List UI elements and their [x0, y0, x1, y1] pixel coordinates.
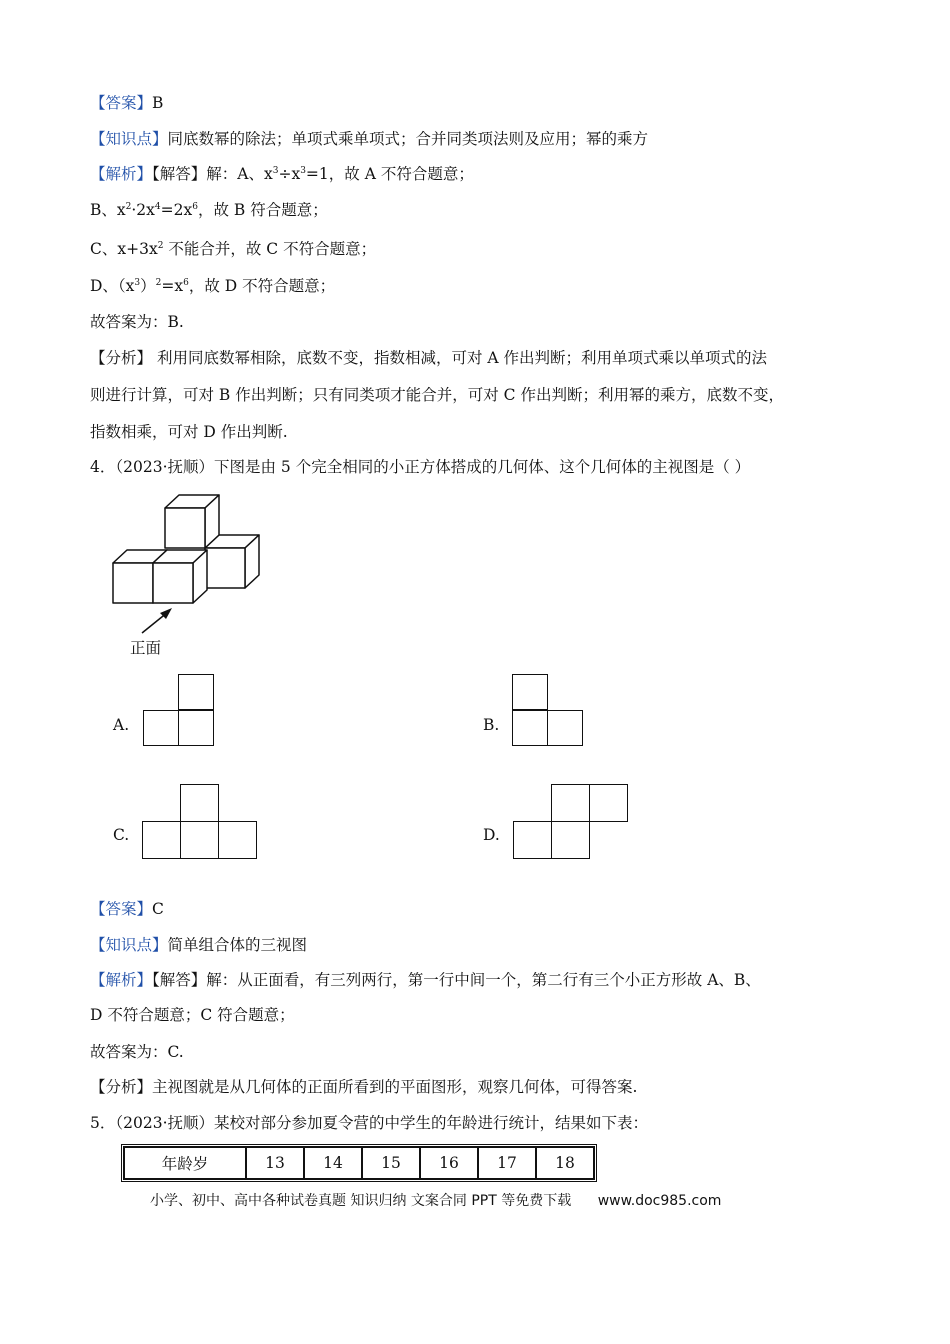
q4-solution-line-2: D 不符合题意；C 符合题意；	[90, 1006, 295, 1024]
q5-question: 5．（2023·抚顺）某校对部分参加夏令营的中学生的年龄进行统计，结果如下表：	[90, 1114, 649, 1132]
q3-solution-line-c: C、$x+3x^2$ 不能合并，故 C 不符合题意；	[90, 240, 377, 258]
age-cell: 18	[536, 1147, 594, 1179]
q3-fenxi-line-1: 【分析】 利用同底数幂相除，底数不变，指数相减，可对 A 作出判断；利用单项式乘以单项式的法	[90, 349, 767, 367]
age-cell: 13	[246, 1147, 304, 1179]
q4-question: 4．（2023·抚顺）下图是由 5 个完全相同的小正方体搭成的几何体、这个几何体的主视图是（ ）	[90, 458, 751, 476]
square	[143, 710, 179, 746]
age-cell: 16	[420, 1147, 478, 1179]
q3-knowledge-line: 【知识点】同底数幂的除法；单项式乘单项式；合并同类项法则及应用；幂的乘方	[90, 130, 649, 148]
q3-answer-line: 【答案】B	[90, 94, 164, 112]
square	[589, 784, 628, 822]
q5-age-table	[121, 1144, 597, 1182]
q3-fenxi-line-3: 指数相乘，可对 D 作出判断.	[90, 423, 288, 441]
age-cell: 17	[478, 1147, 536, 1179]
q4-solution-line-1: 【解析】【解答】解：从正面看，有三列两行，第一行中间一个，第二行有三个小正方形故 A、B、	[90, 971, 761, 989]
q3-solution-line-d: D、$(x^3)^2=x^6$，故 D 不符合题意；	[90, 277, 336, 295]
q3-conclusion: 故答案为：B.	[90, 313, 184, 331]
q3-solution-line-a: 【解析】【解答】解：A、$x^3\div x^3=1$，故 A 不符合题意；	[90, 165, 474, 183]
page-footer	[150, 1190, 721, 1210]
age-cell: 15	[362, 1147, 420, 1179]
square	[551, 784, 590, 822]
square	[180, 821, 219, 859]
square	[513, 821, 552, 859]
square	[178, 710, 214, 746]
age-header-cell: 年龄岁	[124, 1147, 246, 1179]
q4-front-label: 正面	[130, 639, 162, 657]
square	[551, 821, 590, 859]
footer-text: 小学、初中、高中各种试卷真题 知识归纳 文案合同 PPT 等免费下载	[150, 1193, 572, 1209]
square	[218, 821, 257, 859]
q3-fenxi-line-2: 则进行计算，可对 B 作出判断；只有同类项才能合并，可对 C 作出判断；利用幂的乘方，底数不变，	[90, 386, 784, 404]
q4-conclusion: 故答案为：C.	[90, 1043, 184, 1061]
age-cell: 14	[304, 1147, 362, 1179]
square	[547, 710, 583, 746]
square	[142, 821, 181, 859]
square	[180, 784, 219, 822]
q4-cube-figure	[100, 490, 280, 665]
q4-option-a-label[interactable]: A.	[113, 716, 130, 734]
q4-option-c-label[interactable]: C.	[113, 826, 130, 844]
square	[178, 674, 214, 710]
square	[512, 710, 548, 746]
q4-knowledge-line: 【知识点】简单组合体的三视图	[90, 936, 308, 954]
q4-option-d-label[interactable]: D.	[483, 826, 500, 844]
table-row	[124, 1147, 594, 1179]
q4-option-b-label[interactable]: B.	[483, 716, 500, 734]
q4-answer-line: 【答案】C	[90, 900, 164, 918]
q3-solution-line-b: B、$x^2\cdot 2x^4=2x^6$，故 B 符合题意；	[90, 201, 328, 219]
footer-url[interactable]: www.doc985.com	[597, 1193, 722, 1209]
square	[512, 674, 548, 710]
q4-fenxi-line: 【分析】主视图就是从几何体的正面所看到的平面图形，观察几何体，可得答案.	[90, 1078, 638, 1096]
